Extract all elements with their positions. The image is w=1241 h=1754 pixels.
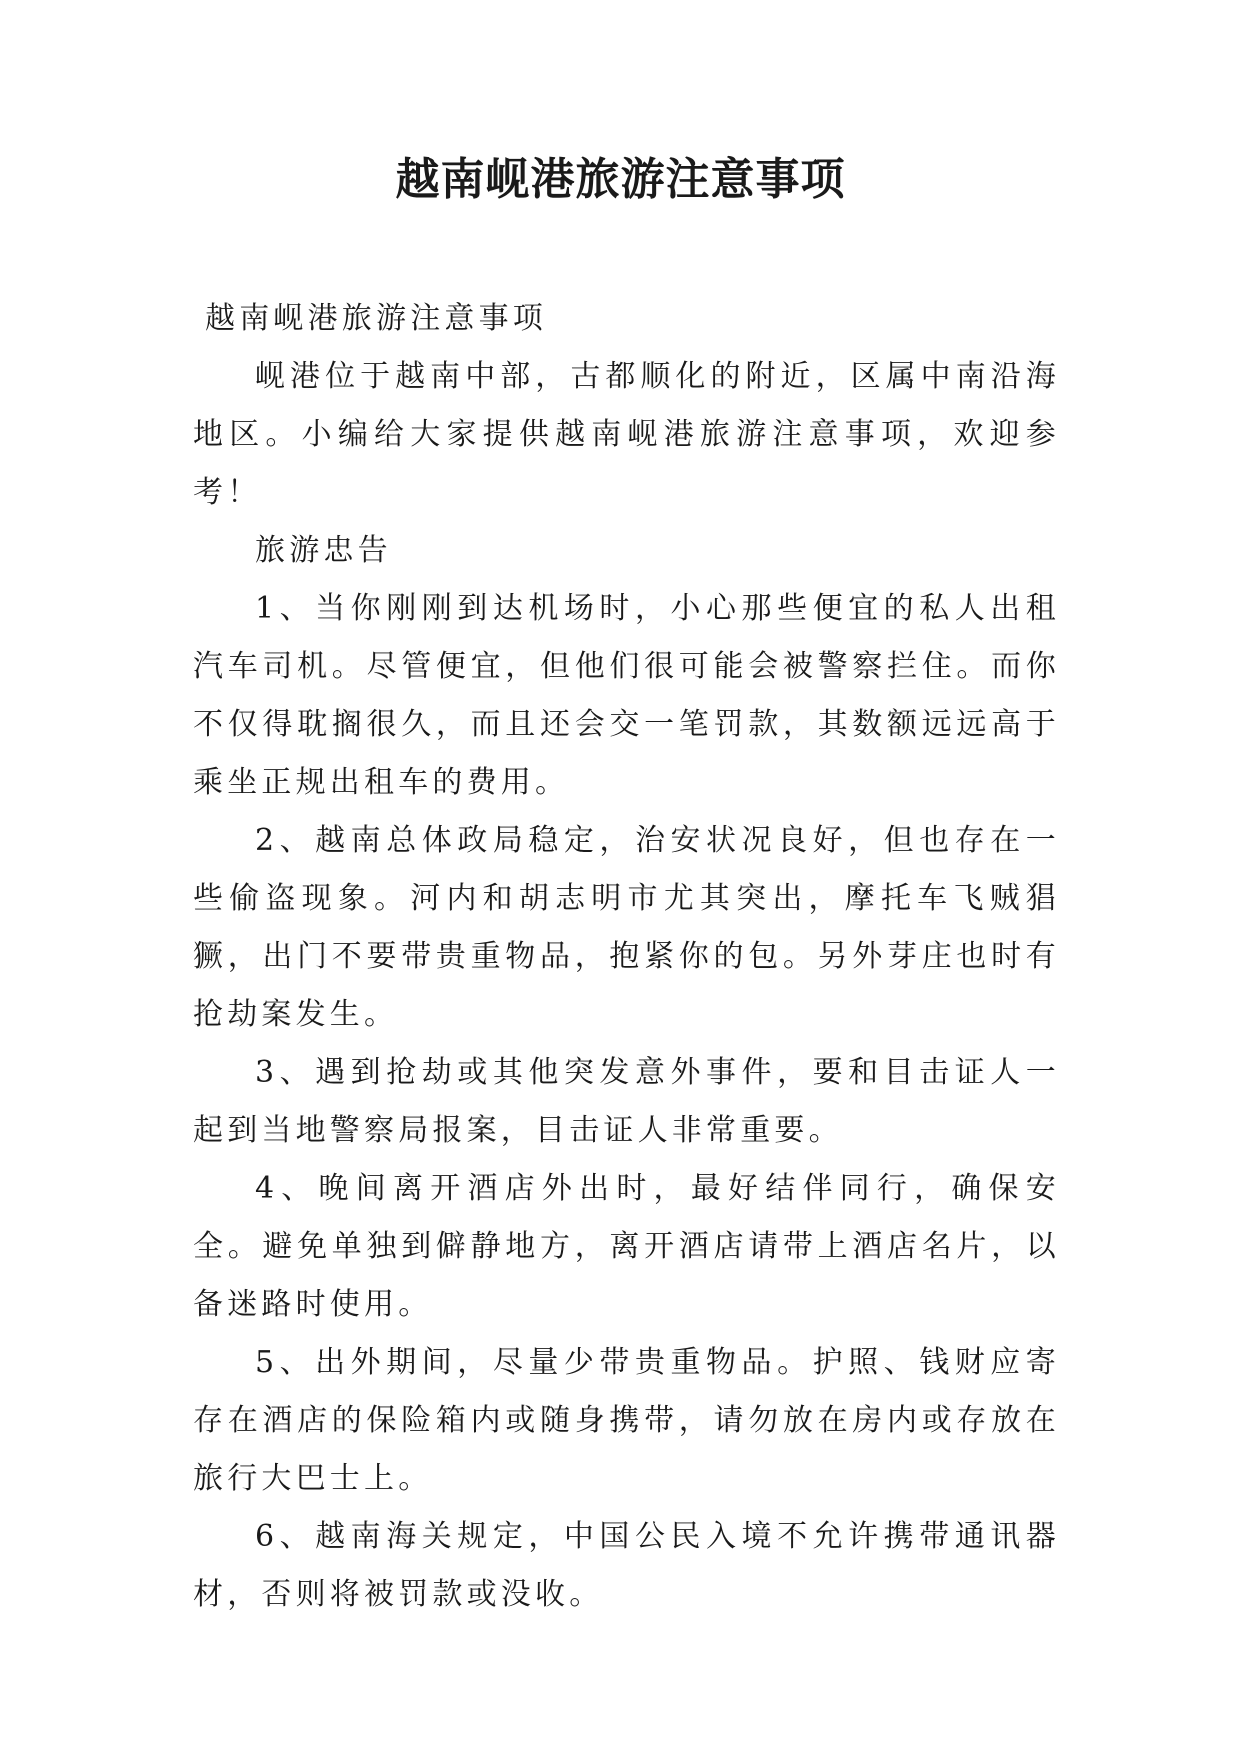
advice-item-5: 5、出外期间，尽量少带贵重物品。护照、钱财应寄存在酒店的保险箱内或随身携带，请勿放在房内或存放在旅行大巴士上。 [193, 1345, 1060, 1496]
section-heading: 旅游忠告 [255, 533, 392, 568]
advice-item-3: 3、遇到抢劫或其他突发意外事件，要和目击证人一起到当地警察局报案，目击证人非常重要。 [193, 1055, 1060, 1148]
advice-item-2: 2、越南总体政局稳定，治安状况良好，但也存在一些偷盗现象。河内和胡志明市尤其突出，摩托车飞贼猖獗，出门不要带贵重物品，抱紧你的包。另外芽庄也时有抢劫案发生。 [193, 823, 1060, 1032]
advice-item-1: 1、当你刚刚到达机场时，小心那些便宜的私人出租汽车司机。尽管便宜，但他们很可能会被警察拦住。而你不仅得耽搁很久，而且还会交一笔罚款，其数额远远高于乘坐正规出租车的费用。 [193, 591, 1060, 800]
document-title: 越南岘港旅游注意事项 [395, 154, 846, 205]
advice-item-6: 6、越南海关规定，中国公民入境不允许携带通讯器材，否则将被罚款或没收。 [193, 1519, 1060, 1612]
subtitle-paragraph: 越南岘港旅游注意事项 [205, 301, 547, 336]
advice-item-4: 4、晚间离开酒店外出时，最好结伴同行，确保安全。避免单独到僻静地方，离开酒店请带上酒店名片，以备迷路时使用。 [193, 1171, 1060, 1322]
document-body [193, 290, 1060, 1624]
intro-paragraph: 岘港位于越南中部，古都顺化的附近，区属中南沿海地区。小编给大家提供越南岘港旅游注意事项，欢迎参考！ [193, 359, 1060, 510]
